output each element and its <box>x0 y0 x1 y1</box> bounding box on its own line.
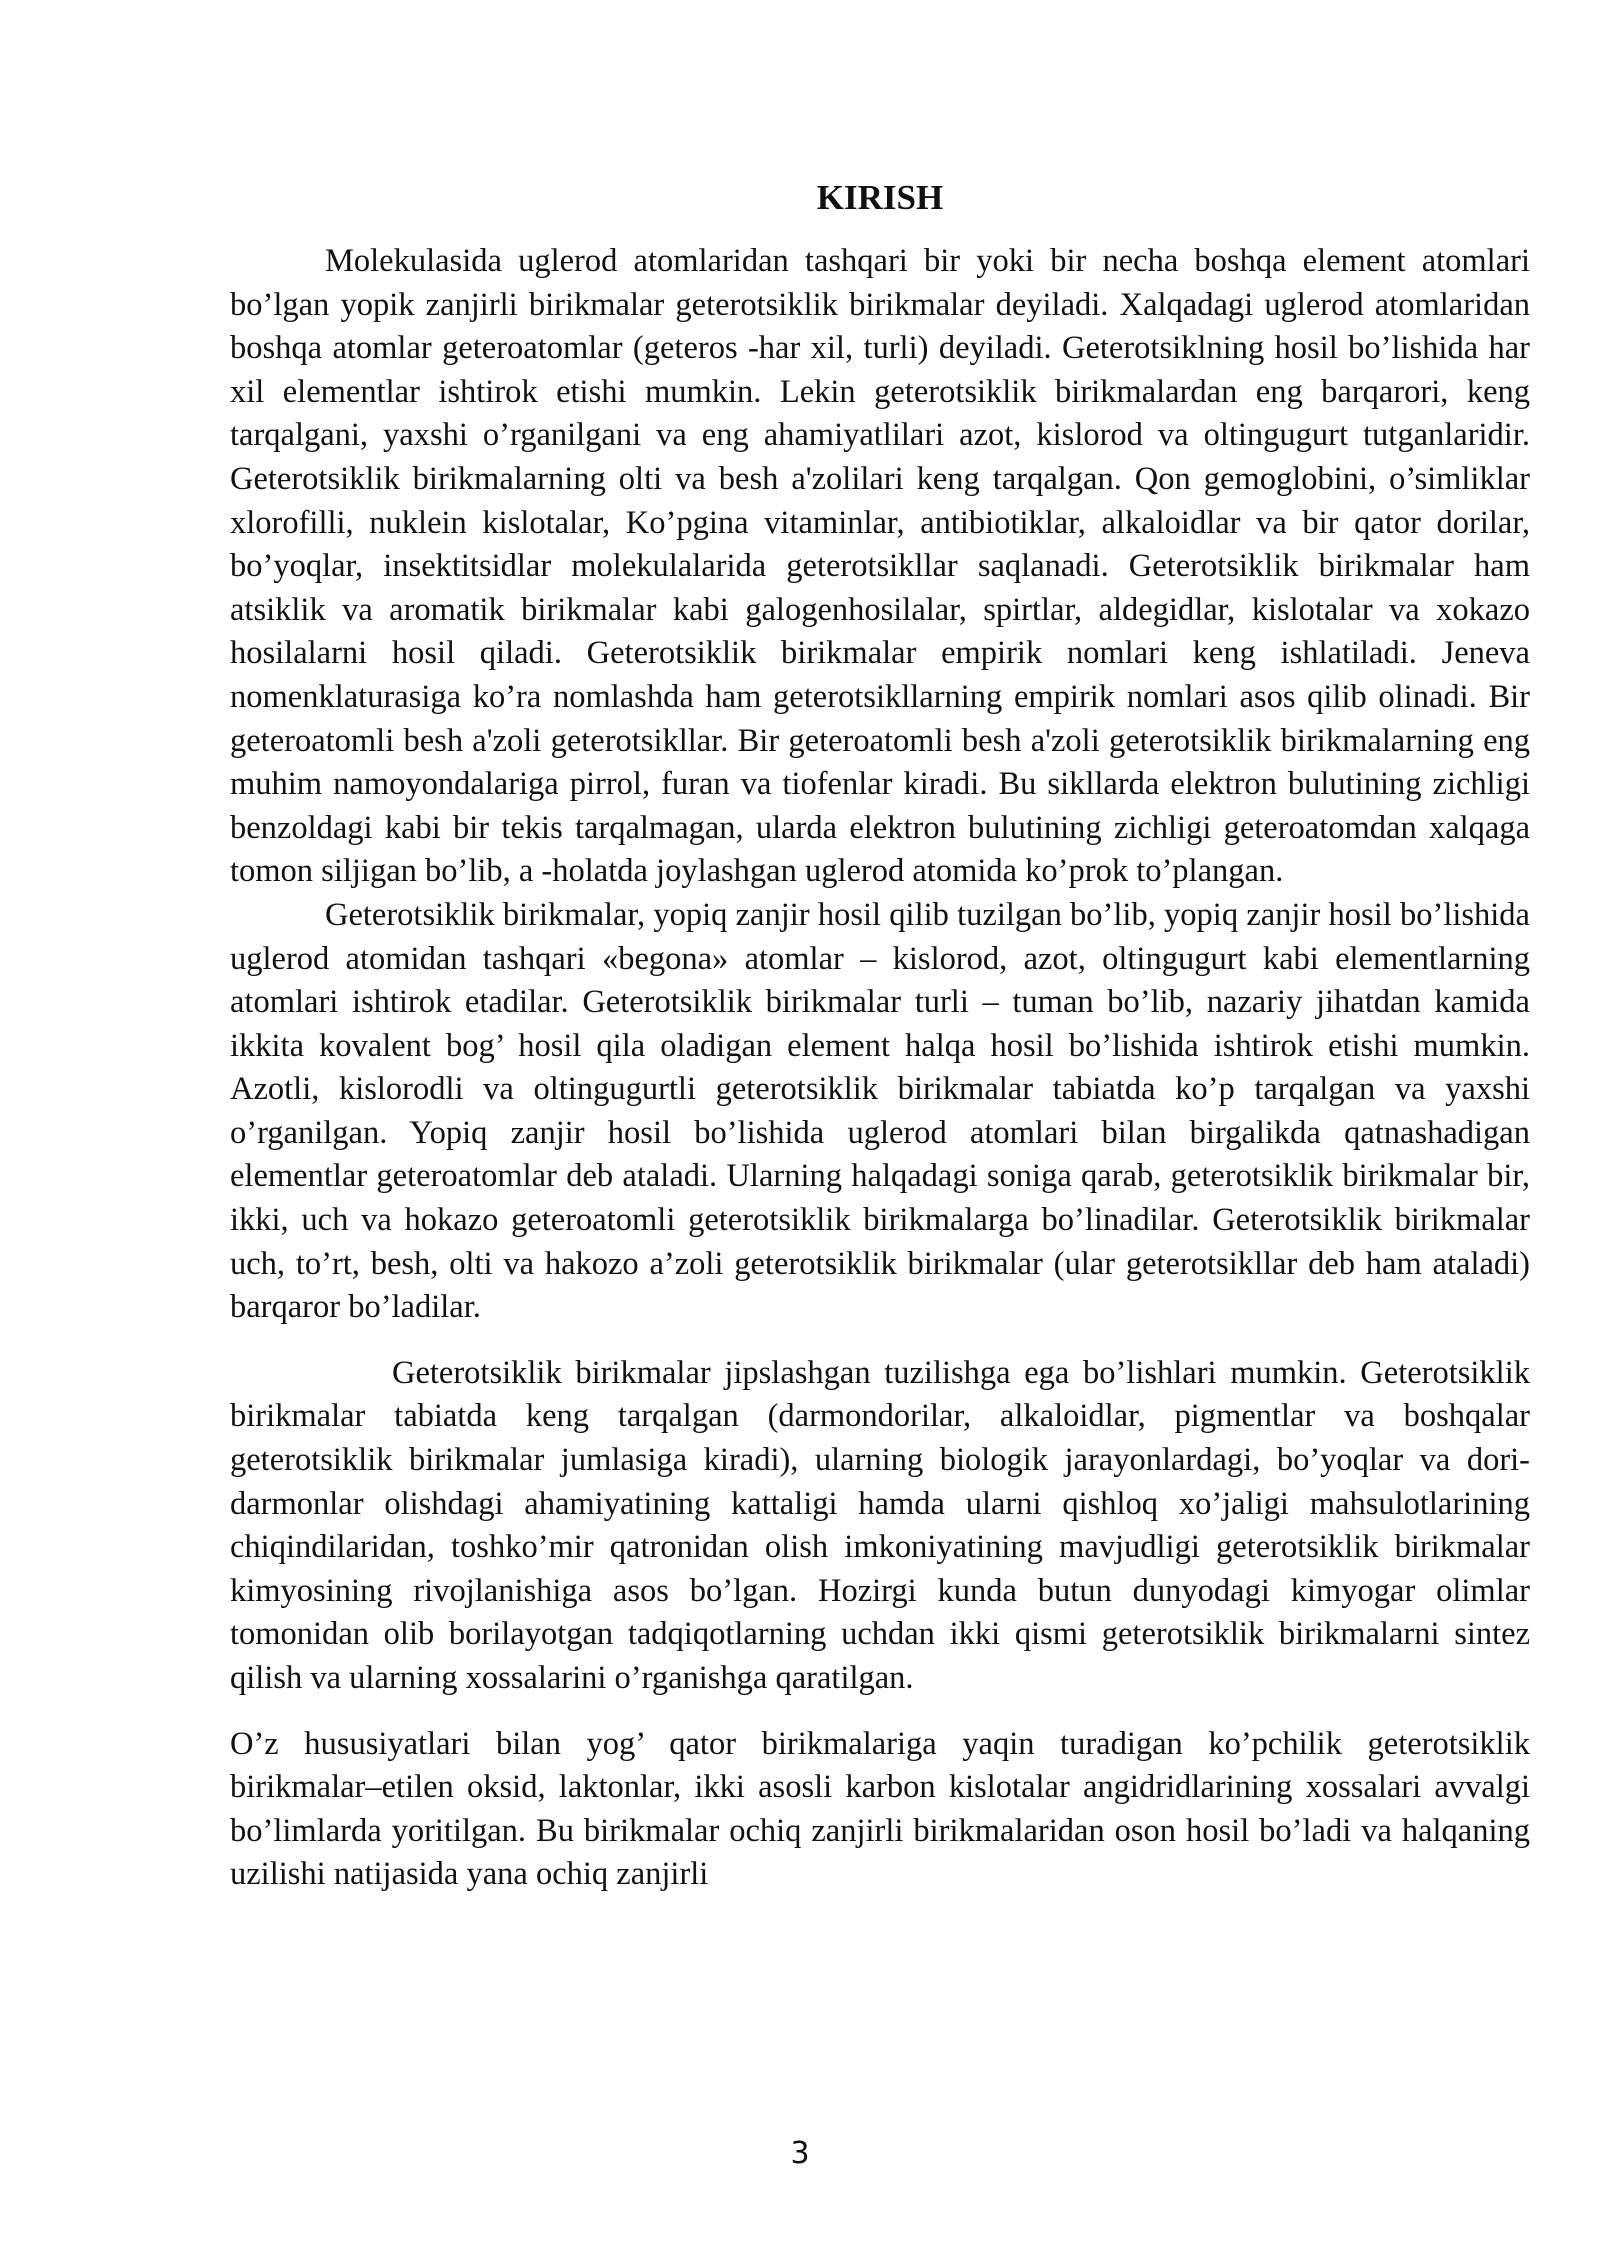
paragraph-4: O’z hususiyatlari bilan yog’ qator birikmalariga yaqin turadigan ko’pchilik geterotsiklik birikmalar–etilen oksid, laktonlar, ikki asosli karbon kislotalar angidridlarining xossalari avvalgi bo’limlarda yoritilgan. Bu birikmalar ochiq zanjirli birikmalaridan oson hosil bo’ladi va halqaning uzilishi natijasida yana ochiq zanjirli <box>230 1725 1530 1893</box>
page-number: 3 <box>790 2136 810 2171</box>
paragraph-1: Molekulasida uglerod atomlaridan tashqari bir yoki bir necha boshqa element atomlari bo’lgan yopik zanjirli birikmalar geterotsiklik birikmalar deyiladi. Xalqadagi uglerod atomlaridan boshqa atomlar geteroatomlar (geteros -har xil, turli) deyiladi. Geterotsiklning hosil bo’lishida har xil elementlar ishtirok etishi mumkin. Lekin geterotsiklik birikmalardan eng barqarori, keng tarqalgani, yaxshi o’rganilgani va eng ahamiyatlilari azot, kislorod va oltingugurt tutganlaridir. Geterotsiklik birikmalarning olti va besh a'zolilari keng tarqalgan. Qon gemoglobini, o’simliklar xlorofilli, nuklein kislotalar, Ko’pgina vitaminlar, antibiotiklar, alkaloidlar va bir qator dorilar, bo’yoqlar, insektitsidlar molekulalarida geterotsikllar saqlanadi. Geterotsiklik birikmalar ham atsiklik va aromatik birikmalar kabi galogenhosilalar, spirtlar, aldegidlar, kislotalar va xokazo hosilalarni hosil qiladi. Geterotsiklik birikmalar empirik nomlari keng ishlatiladi. Jeneva nomenklaturasiga ko’ra nomlashda ham geterotsikllarning empirik nomlari asos qilib olinadi. Bir geteroatomli besh a'zoli geterotsikllar. Bir geteroatomli besh a'zoli geterotsiklik birikmalarning eng muhim namoyondalariga pirrol, furan va tiofenlar kiradi. Bu sikllarda elektron bulutining zichligi benzoldagi kabi bir tekis tarqalmagan, ularda elektron bulutining zichligi geteroatomdan xalqaga tomon siljigan bo’lib, a -holatda joylashgan uglerod atomida ko’prok to’plangan. <box>230 243 1530 890</box>
paragraph-3: Geterotsiklik birikmalar jipslashgan tuzilishga ega bo’lishlari mumkin. Geterotsiklik birikmalar tabiatda keng tarqalgan (darmondorilar, alkaloidlar, pigmentlar va boshqalar geterotsiklik birikmalar jumlasiga kiradi), ularning biologik jarayonlardagi, bo’yoqlar va dori-darmonlar olishdagi ahamiyatining kattaligi hamda ularni qishloq xo’jaligi mahsulotlarining chiqindilaridan, toshko’mir qatronidan olish imkoniyatining mavjudligi geterotsiklik birikmalar kimyosining rivojlanishiga asos bo’lgan. Hozirgi kunda butun dunyodagi kimyogar olimlar tomonidan olib borilayotgan tadqiqotlarning uchdan ikki qismi geterotsiklik birikmalarni sintez qilish va ularning xossalarini o’rganishga qaratilgan. <box>230 1354 1530 1696</box>
paragraph-2: Geterotsiklik birikmalar, yopiq zanjir hosil qilib tuzilgan bo’lib, yopiq zanjir hosil bo’lishida uglerod atomidan tashqari «begona» atomlar – kislorod, azot, oltingugurt kabi elementlarning atomlari ishtirok etadilar. Geterotsiklik birikmalar turli – tuman bo’lib, nazariy jihatdan kamida ikkita kovalent bog’ hosil qila oladigan element halqa hosil bo’lishida ishtirok etishi mumkin. Azotli, kislorodli va oltingugurtli geterotsiklik birikmalar tabiatda ko’p tarqalgan va yaxshi o’rganilgan. Yopiq zanjir hosil bo’lishida uglerod atomlari bilan birgalikda qatnashadigan elementlar geteroatomlar deb ataladi. Ularning halqadagi soniga qarab, geterotsiklik birikmalar bir, ikki, uch va hokazo geteroatomli geterotsiklik birikmalarga bo’linadilar. Geterotsiklik birikmalar uch, to’rt, besh, olti va hakozo a’zoli geterotsiklik birikmalar (ular geterotsikllar deb ham ataladi) barqaror bo’ladilar. <box>230 896 1530 1326</box>
body-text <box>230 240 1530 1897</box>
page-title: KIRISH <box>816 178 944 218</box>
